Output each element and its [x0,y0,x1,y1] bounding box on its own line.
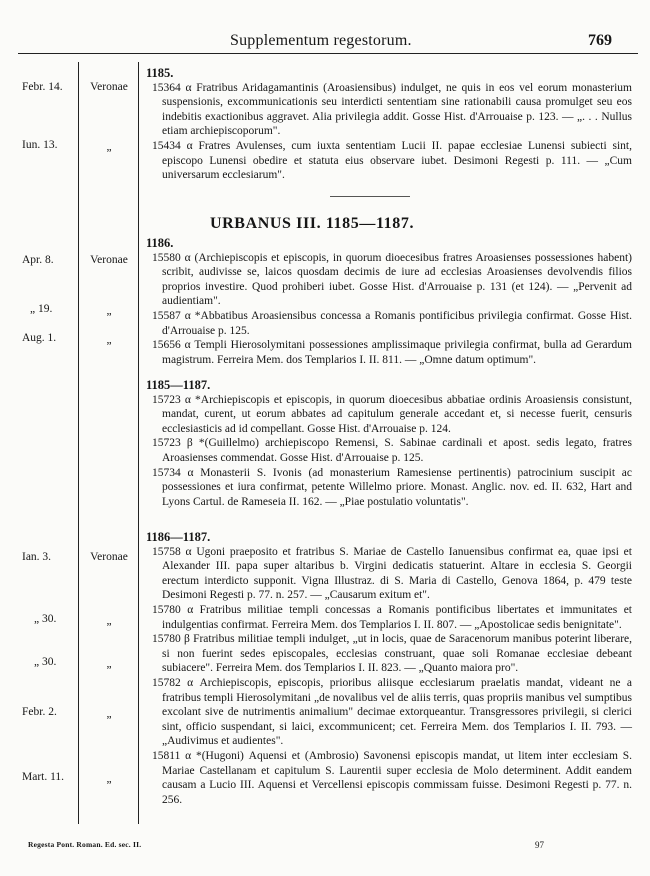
entry-text: 15811 α *(Hugoni) Aquensi et (Ambrosio) Savonensi episcopis mandat, ut litem inter ecclesiam S. Mariae Castellanam et capitulum S. Laurentii super ecclesia de Molo determinent. Addit eandem causam a Lucio III. Aquensi et Vercellensi episcopis commissam fuisse. Desimoni Regesti p. 77. n. 256. [152,749,632,806]
regest-entry [146,466,632,510]
entry-text: 15656 α Templi Hierosolymitani possessiones amplissimaque privilegia confirmat, bulla ad Gerardum magistrum. Ferreira Mem. dos Templarios I. II. 811. — „Omne datum optimum". [152,339,632,366]
margin-date: Mart. 11. [22,771,65,783]
header-title: Supplementum regestorum. [230,32,412,49]
column-divider-date [78,62,79,824]
section-1185 [146,66,632,183]
regest-entry [146,545,632,603]
regest-entry [146,338,632,367]
regest-entry [146,251,632,309]
section-year: 1186. [146,236,174,250]
entry-text: 15758 α Ugoni praeposito et fratribus S. Mariae de Castello Ianuensibus confirmat ea, quae ipsi et Alexander III. papa super altaribus b. Virgini dedicatis statuerint. Altare in ecclesia S. Georgii erectum interdicto supponit. Vigna Illustraz. di S. Maria di Castello, Genova 1864, p. 479 teste Desimoni Regesti p. 77. n. 257. — „Causarum exitum et". [152,545,632,602]
margin-date: „ 30. [34,613,57,625]
margin-date: Aug. 1. [22,332,57,344]
entry-text: 15580 α (Archiepiscopis et episcopis, in quorum dioecesibus fratres Aroasienses possessiones habent) scribit, audivisse se, laicos quosdam decimis de iure ad ecclesias Aroasienses devolvendis filios proprios investire. Quod prohiberi iubet. Gosse Hist. d'Arrouaise p. 131 (et 124). — „Pervenit ad audientiam". [152,251,632,308]
entry-text: 15723 α *Archiepiscopis et episcopis, in quorum dioecesibus abbatiae ordinis Aroasiensis consistunt, mandat, curent, ut eorum abbates ad capitulum generale accedant et, si necesse fuerit, censuris ecclesiasticis ad id compellant. Gosse Hist. d'Arrouaise p. 124. [152,393,632,435]
entry-text: 15780 β Fratribus militiae templi indulget, „ut in locis, quae de Saracenorum manibus poterint liberare, si non fuerint sedes episcopales, ecclesias construant, quae soli Romanae ecclesiae debeant subiacere". Ferreira Mem. dos Templarios I. II. 823. — „Quanto maiora pro". [152,633,632,675]
regest-entry [146,632,632,676]
section-1186-1187 [146,530,632,807]
margin-place: „ [106,615,112,627]
margin-date: Ian. 3. [22,551,52,563]
margin-date: Febr. 2. [22,706,57,718]
section-year: 1186—1187. [146,530,211,544]
section-year: 1185—1187. [146,378,211,392]
regest-entry [146,139,632,183]
margin-place: „ [106,658,112,670]
section-1186 [146,236,632,367]
entry-text: 15434 α Fratres Avulenses, cum iuxta sententiam Lucii II. papae ecclesiae Lunensi subiecti sint, episcopo Lunensi obedire et statuta eius observare iubet. Desimoni Regesti p. 111. — „Cum universarum ecclesiarum". [152,139,632,182]
margin-date: „ 19. [30,303,53,315]
margin-place: „ [106,141,112,153]
regest-entry [146,749,632,807]
margin-place: „ [106,773,112,785]
footer-sheet-number: 97 [535,840,544,850]
margin-date: Febr. 14. [22,81,63,93]
page-number: 769 [588,32,612,49]
entry-text: 15734 α Monasterii S. Ivonis (ad monasterium Ramesiense pertinentis) patrocinium suscipit ac possessiones et iura confirmat, petente Willelmo priore. Monast. Anglic. nov. ed. II. 632, Hart and Lyons Cartul. de Rameseia II. 162. — „Piae postulatio voluntatis". [152,466,632,508]
entry-text: 15782 α Archiepiscopis, episcopis, prioribus aliisque ecclesiarum praelatis mandat, videant ne a fratribus templi Hierosolymitani „de novalibus vel de aliis terris, quas propriis manibus vel sumptibus excolant sive de nutrimentis animalium" decimae extorqueantur. Transgressores privilegii, si clerici sint, officio suspendant, si laici, excommunicent; cet. Ferreira Mem. dos Templarios I. II. 793. — „Audivimus et audientes". [152,676,632,748]
section-1185-1187 [146,378,632,509]
margin-place: „ [106,334,112,346]
entry-text: 15587 α *Abbatibus Aroasiensibus concessa a Romanis pontificibus privilegia confirmat. Gosse Hist. d'Arrouaise p. 125. [152,309,632,337]
regest-entry [146,81,632,139]
margin-date: Apr. 8. [22,254,54,266]
margin-place: „ [106,708,112,720]
header-rule [18,53,638,54]
margin-place: „ [106,305,112,317]
regest-entry [146,676,632,749]
entry-text: 15780 α Fratribus militiae templi concessas a Romanis pontificibus libertates et immunitates et indulgentias confirmat. Ferreira Mem. dos Templarios I. II. 807. — „Apostolicae sedis benignitate". [152,603,632,631]
pope-heading: URBANUS III. 1185—1187. [210,215,415,232]
margin-date: „ 30. [34,656,57,668]
running-header [0,30,650,52]
regest-entry [146,309,632,338]
margin-place: Veronae [90,254,128,266]
column-divider-place [138,62,139,824]
footer-signature: Regesta Pont. Roman. Ed. sec. II. [28,840,142,849]
regest-entry [146,436,632,465]
separator-rule [330,196,410,197]
entry-text: 15364 α Fratribus Aridagamantinis (Aroasiensibus) indulget, ne quis in eos vel eorum monasterium suspensionis, excommunicationis seu interdicti sententiam sine rationabili causa promulget seu eos indebitis exactionibus aggravet. Alia privilegia addit. Gosse Hist. d'Arrouaise p. 123. — „. . . Nullus etiam archiepiscoporum". [152,81,632,138]
regest-entry [146,393,632,437]
margin-place: Veronae [90,551,128,563]
entry-text: 15723 β *(Guillelmo) archiepiscopo Remensi, S. Sabinae cardinali et apost. sedis legato, fratres Aroasienses commendat. Gosse Hist. d'Arrouaise p. 125. [152,437,632,464]
margin-place: Veronae [90,81,128,93]
regest-entry [146,603,632,632]
margin-date: Iun. 13. [22,139,58,151]
section-year: 1185. [146,66,174,80]
